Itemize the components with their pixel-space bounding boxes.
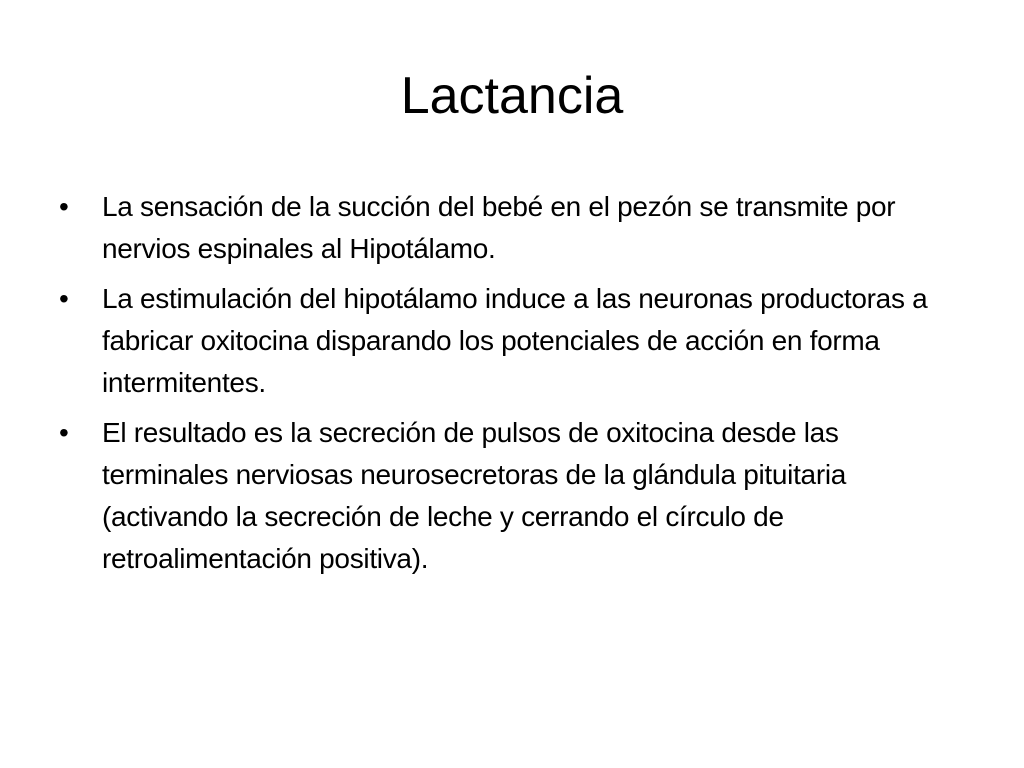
bullet-dot-icon: • [59, 283, 69, 314]
bullet-dot-icon: • [59, 191, 69, 222]
bullet-text-3: El resultado es la secreción de pulsos de oxitocina desde las terminales nerviosas neurosecretoras de la glándula pituitaria (activando la secreción de leche y cerrando el círculo de retroalimentación positiva). [102, 417, 847, 574]
bullet-item-3 [52, 412, 952, 580]
bullet-dot-icon: • [59, 417, 69, 448]
bullet-item-1 [52, 186, 952, 270]
bullet-text-1: La sensación de la succión del bebé en el pezón se transmite por nervios espinales al Hipotálamo. [102, 191, 896, 264]
bullet-text-2: La estimulación del hipotálamo induce a las neuronas productoras a fabricar oxitocina disparando los potenciales de acción en forma intermitentes. [102, 283, 928, 398]
bullet-list [52, 186, 952, 588]
bullet-item-2 [52, 278, 952, 404]
slide-title: Lactancia [400, 67, 624, 125]
